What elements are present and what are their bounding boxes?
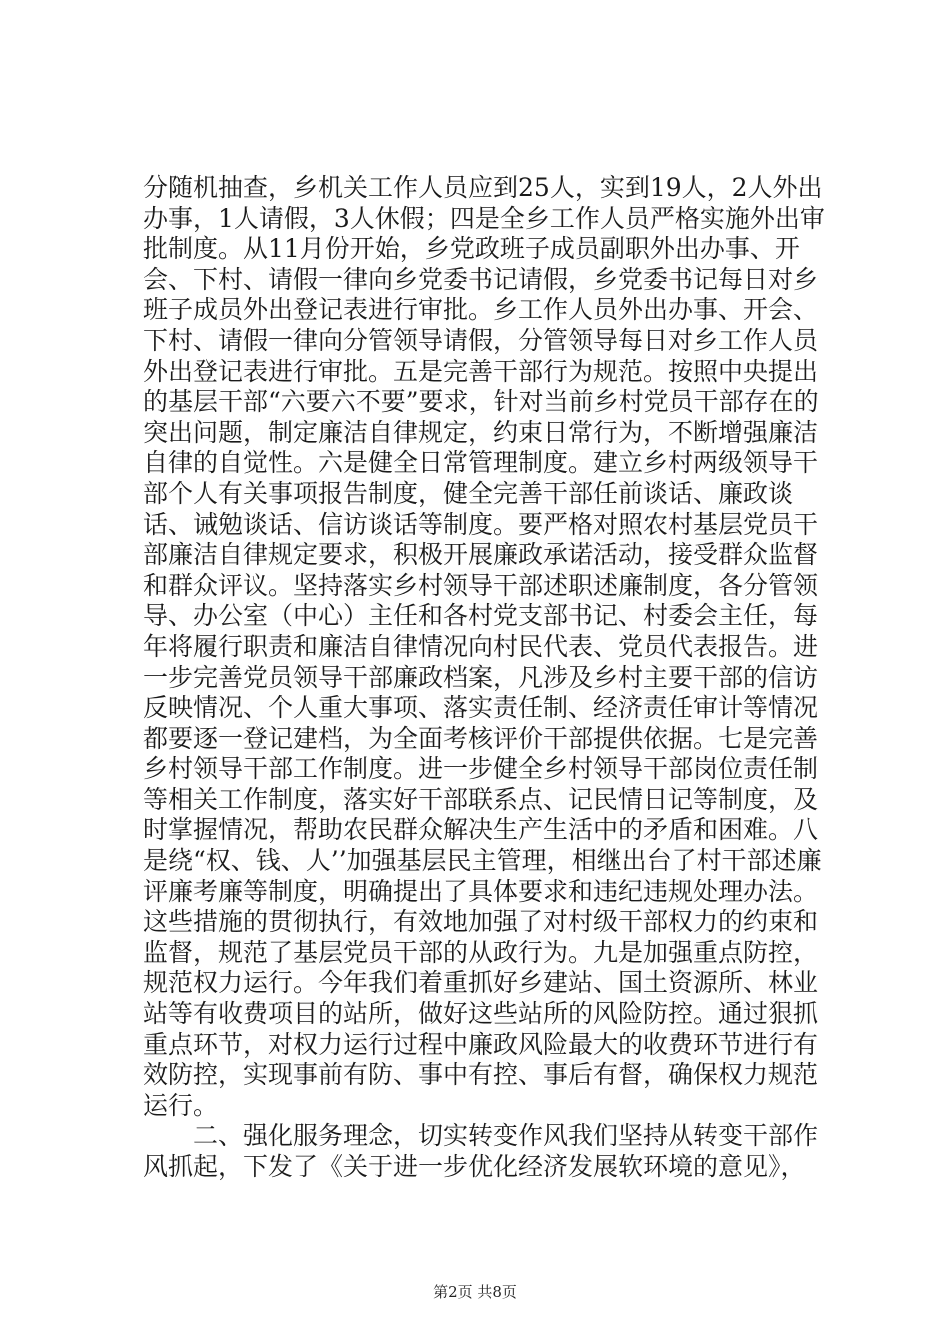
- page-footer: 第2页 共8页: [433, 1283, 517, 1301]
- paragraph-1: 分随机抽查，乡机关工作人员应到25人，实到19人，2人外出办事，1人请假，3人休假；四是全乡工作人员严格实施外出审批制度。从11月份开始，乡党政班子成员副职外出办事、开会、下村、请假一律向乡党委书记请假，乡党委书记每日对乡班子成员外出登记表进行审批。乡工作人员外出办事、开会、下村、请假一律向分管领导请假，分管领导每日对乡工作人员外出登记表进行审批。五是完善干部行为规范。按照中央提出的基层干部“六要六不要”要求，针对当前乡村党员干部存在的突出问题，制定廉洁自律规定，约束日常行为，不断增强廉洁自律的自觉性。六是健全日常管理制度。建立乡村两级领导干部个人有关事项报告制度，健全完善干部任前谈话、廉政谈话、诫勉谈话、信访谈话等制度。要严格对照农村基层党员干部廉洁自律规定要求，积极开展廉政承诺活动，接受群众监督和群众评议。坚持落实乡村领导干部述职述廉制度，各分管领导、办公室（中心）主任和各村党支部书记、村委会主任，每年将履行职责和廉洁自律情况向村民代表、党员代表报告。进一步完善党员领导干部廉政档案，凡涉及乡村主要干部的信访反映情况、个人重大事项、落实责任制、经济责任审计等情况都要逐一登记建档，为全面考核评价干部提供依据。七是完善乡村领导干部工作制度。进一步健全乡村领导干部岗位责任制等相关工作制度，落实好干部联系点、记民情日记等制度，及时掌握情况，帮助农民群众解决生产生活中的矛盾和困难。八是绕“权、钱、人’’加强基层民主管理，相继出台了村干部述廉评廉考廉等制度，明确提出了具体要求和违纪违规处理办法。这些措施的贯彻执行，有效地加强了对村级干部权力的约束和监督，规范了基层党员干部的从政行为。九是加强重点防控，规范权力运行。今年我们着重抓好乡建站、国土资源所、林业站等有收费项目的站所，做好这些站所的风险防控。通过狠抓重点环节，对权力运行过程中廉政风险最大的收费环节进行有效防控，实现事前有防、事中有控、事后有督，确保权力规范运行。: [143, 173, 825, 1120]
- document-body: [143, 173, 833, 1183]
- paragraph-2: 二、强化服务理念，切实转变作风我们坚持从转变干部作风抓起，下发了《关于进一步优化经济发展软环境的意见》，: [143, 1121, 819, 1181]
